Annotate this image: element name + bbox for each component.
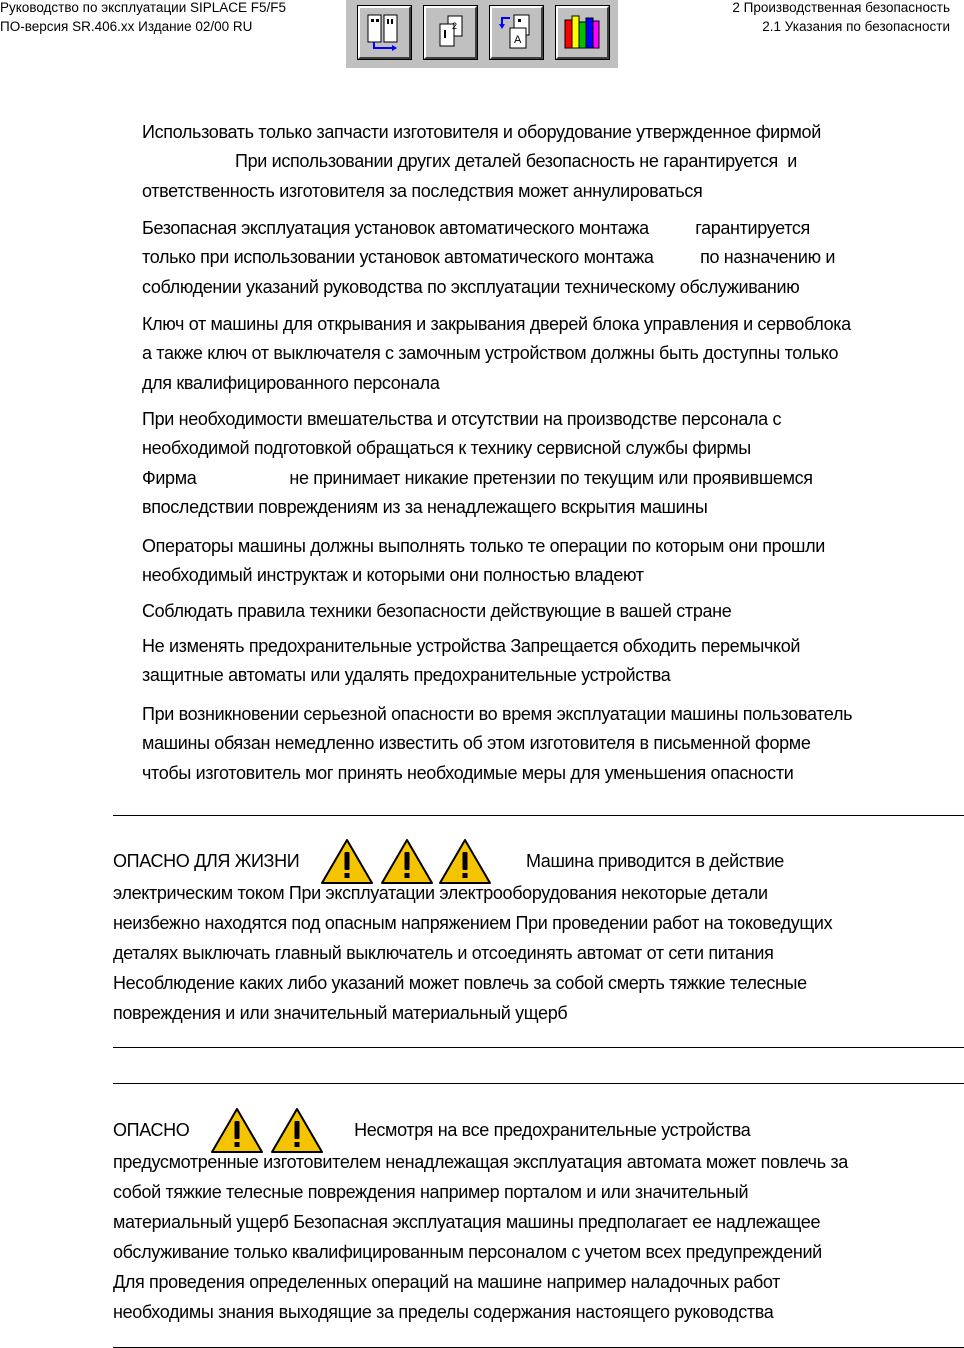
instruction-item: Не изменять предохранительные устройства Запрещается обходить перемычкой защитные автоматы или удалять предохранительные устройства [142, 636, 801, 686]
instruction-item: При необходимости вмешательства и отсутствии на производстве персонала с необходимой подготовкой обращаться к технику сервисной службы фирмы Фирма не принимает никакие претензии по текущим или проявившемся впоследствии повреждениям из за ненадлежащего вскрытия машины [142, 409, 813, 517]
page-layout-button[interactable] [358, 6, 411, 59]
document-header-right [732, 0, 950, 36]
svg-text:A: A [514, 34, 522, 46]
software-version: ПО-версия SR.406.xx Издание 02/00 RU [0, 19, 253, 34]
divider [113, 1083, 964, 1084]
instruction-item: Ключ от машины для открывания и закрывания дверей блока управления и сервоблока а также ключ от выключателя с замочным устройством должны быть доступны только для квалифицированного персонала [142, 314, 851, 393]
warning-label: ОПАСНО ДЛЯ ЖИЗНИ [113, 851, 300, 871]
divider [113, 815, 964, 816]
document-header-left [0, 0, 286, 36]
warning-label: ОПАСНО [113, 1120, 190, 1140]
section-title: 2.1 Указания по безопасности [762, 19, 950, 34]
warning-danger-block: ОПАСНО Несмотря на все предохранительные устройства предусмотренные изготовителем ненадлежащая эксплуатация автомата может повлечь за собой тяжкие телесные повреждения например порталом и или значительный материальный ущерб Безопасная эксплуатация машины предполагает ее надлежащее обслуживание только квалифицированным персоналом с учетом всех предупреждений Для проведения определенных операций на машине например наладочных работ необходимы знания выходящие за пределы содержания настоящего руководства [113, 1101, 964, 1327]
chapter-title: 2 Производственная безопасность [732, 0, 950, 15]
page-layout-icon [362, 10, 407, 55]
instruction-item: Безопасная эксплуатация установок автоматического монтажа гарантируется только при использовании установок автоматического монтажа по назначению и соблюдении указаний руководства по эксплуатации техническому обслуживанию [142, 218, 836, 297]
page-exchange-icon [494, 10, 539, 55]
warning-life-block: ОПАСНО ДЛЯ ЖИЗНИ Машина приводится в действие электрическим током При эксплуатации электрооборудования некоторые детали неизбежно находятся под опасным напряжением При проведении работ на токоведущих деталях выключать главный выключатель и отсоединять автомат от сети питания Несоблюдение каких либо указаний может повлечь за собой смерть тяжкие телесные повреждения и или значительный материальный ущерб [113, 832, 964, 1028]
warning-life-heading: ОПАСНО ДЛЯ ЖИЗНИ Машина приводится в действие [113, 832, 964, 890]
copy-pages-icon [428, 10, 473, 55]
instruction-item: Операторы машины должны выполнять только те операции по которым они прошли необходимый инструктаж и которыми они полностью владеют [142, 536, 825, 586]
warning-danger-heading: ОПАСНО Несмотря на все предохранительные устройства [113, 1101, 964, 1159]
svg-text:2: 2 [452, 21, 458, 31]
divider [113, 1047, 964, 1048]
navigation-toolbar [346, 0, 618, 68]
manual-title: Руководство по эксплуатации SIPLACE F5/F5 [0, 0, 287, 15]
instruction-item: Использовать только запчасти изготовителя и оборудование утвержденное фирмой При использовании других деталей безопасность не гарантируется и ответственность изготовителя за последствия может аннулироваться [142, 122, 821, 201]
copy-pages-button[interactable] [424, 6, 477, 59]
books-icon [560, 10, 605, 55]
instruction-item: Соблюдать правила техники безопасности действующие в вашей стране [142, 601, 732, 621]
instruction-item: При возникновении серьезной опасности во время эксплуатации машины пользователь машины обязан немедленно известить об этом изготовителя в письменной форме чтобы изготовитель мог принять необходимые меры для уменьшения опасности [142, 704, 853, 783]
page-exchange-button[interactable] [490, 6, 543, 59]
library-button[interactable] [556, 6, 609, 59]
